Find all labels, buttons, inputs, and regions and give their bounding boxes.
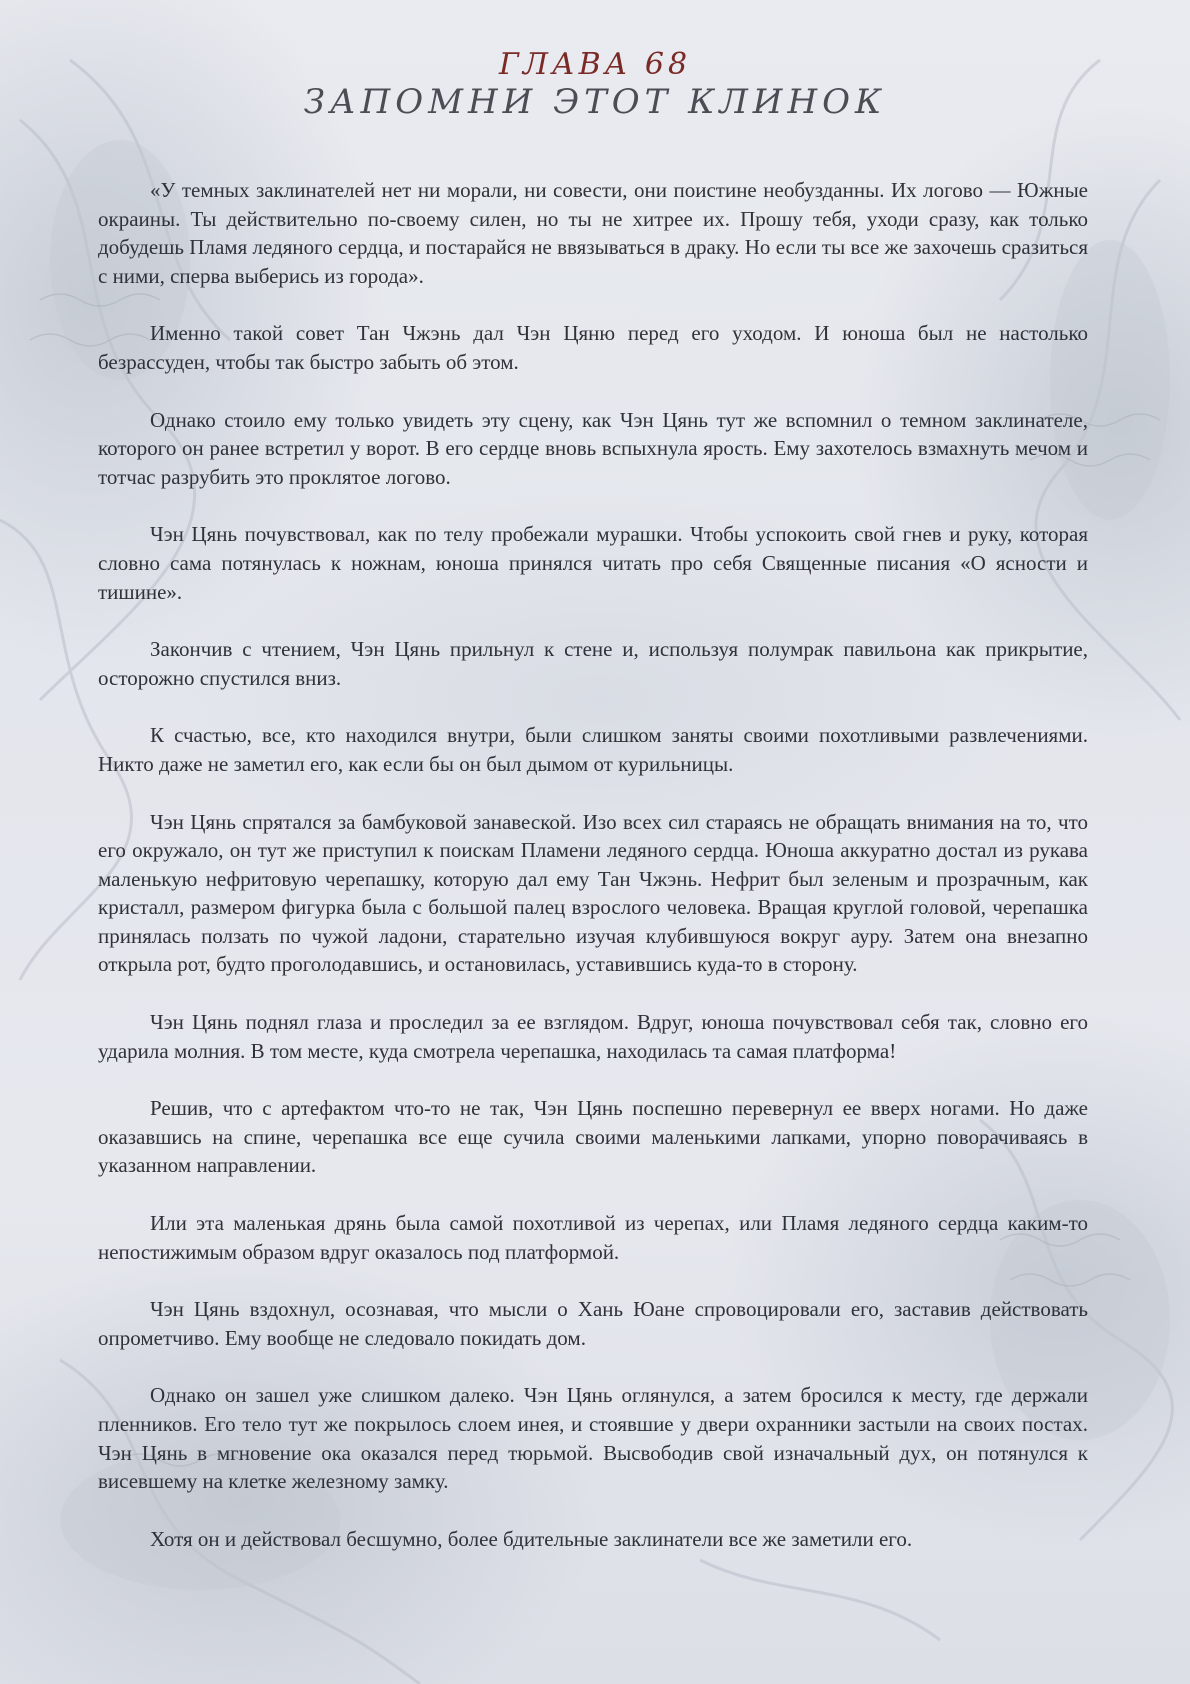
paragraph: К счастью, все, кто находился внутри, были слишком заняты своими похотливыми развлечениями. Никто даже не заметил его, как если бы он был дымом от курильницы. bbox=[98, 723, 1088, 776]
paragraph: Именно такой совет Тан Чжэнь дал Чэн Цяню перед его уходом. И юноша был не настолько безрассуден, чтобы так быстро забыть об этом. bbox=[98, 321, 1088, 374]
paragraph: Закончив с чтением, Чэн Цянь прильнул к стене и, используя полумрак павильона как прикрытие, осторожно спустился вниз. bbox=[98, 637, 1088, 690]
chapter-text bbox=[98, 176, 1088, 1553]
paragraph: Однако он зашел уже слишком далеко. Чэн Цянь оглянулся, а затем бросился к месту, где держали пленников. Его тело тут же покрылось слоем инея, и стоявшие у двери охранники застыли на своих постах. Чэн Цянь в мгновение ока оказался перед тюрьмой. Высвободив свой изначальный дух, он потянулся к висевшему на клетке железному замку. bbox=[98, 1383, 1088, 1494]
paragraph: Чэн Цянь поднял глаза и проследил за ее взглядом. Вдруг, юноша почувствовал себя так, словно его ударила молния. В том месте, куда смотрела черепашка, находилась та самая платформа! bbox=[98, 1010, 1088, 1063]
paragraph: Решив, что с артефактом что-то не так, Чэн Цянь поспешно перевернул ее вверх ногами. Но даже оказавшись на спине, черепашка все еще сучила своими маленькими лапками, упорно поворачиваясь в указанном направлении. bbox=[98, 1096, 1088, 1178]
paragraph: Или эта маленькая дрянь была самой похотливой из черепах, или Пламя ледяного сердца каким-то непостижимым образом вдруг оказалось под платформой. bbox=[98, 1211, 1088, 1264]
chapter-title: ЗАПОМНИ ЭТОТ КЛИНОК bbox=[303, 82, 887, 122]
paragraph: «У темных заклинателей нет ни морали, ни совести, они поистине необузданны. Их логово — Южные окраины. Ты действительно по-своему силен, но ты не хитрее их. Прошу тебя, уходи сразу, как только добудешь Пламя ледяного сердца, и постарайся не ввязываться в драку. Но если ты все же захочешь сразиться с ними, сперва выберись из города». bbox=[98, 178, 1088, 288]
paragraph: Хотя он и действовал бесшумно, более бдительные заклинатели все же заметили его. bbox=[150, 1526, 913, 1551]
chapter-header bbox=[0, 48, 1190, 122]
chapter-number: ГЛАВА 68 bbox=[498, 47, 692, 82]
paragraph: Чэн Цянь вздохнул, осознавая, что мысли о Хань Юане спровоцировали его, заставив действовать опрометчиво. Ему вообще не следовало покидать дом. bbox=[98, 1297, 1088, 1350]
paragraph: Однако стоило ему только увидеть эту сцену, как Чэн Цянь тут же вспомнил о темном заклинателе, которого он ранее встретил у ворот. В его сердце вновь вспыхнула ярость. Ему захотелось взмахнуть мечом и тотчас разрубить это проклятое логово. bbox=[98, 407, 1088, 489]
paragraph: Чэн Цянь почувствовал, как по телу пробежали мурашки. Чтобы успокоить свой гнев и руку, которая словно сама потянулась к ножнам, юноша принялся читать про себя Священные писания «О ясности и тишине». bbox=[98, 522, 1088, 604]
paragraph: Чэн Цянь спрятался за бамбуковой занавеской. Изо всех сил стараясь не обращать внимания на то, что его окружало, он тут же приступил к поискам Пламени ледяного сердца. Юноша аккуратно достал из рукава маленькую нефритовую черепашку, которую дал ему Тан Чжэнь. Нефрит был зеленым и прозрачным, как кристалл, размером фигурка была с большой палец взрослого человека. Вращая круглой головой, черепашка принялась ползать по чужой ладони, старательно изучая клубившуюся вокруг ауру. Затем она внезапно открыла рот, будто проголодавшись, и остановилась, уставившись куда-то в сторону. bbox=[98, 809, 1088, 977]
